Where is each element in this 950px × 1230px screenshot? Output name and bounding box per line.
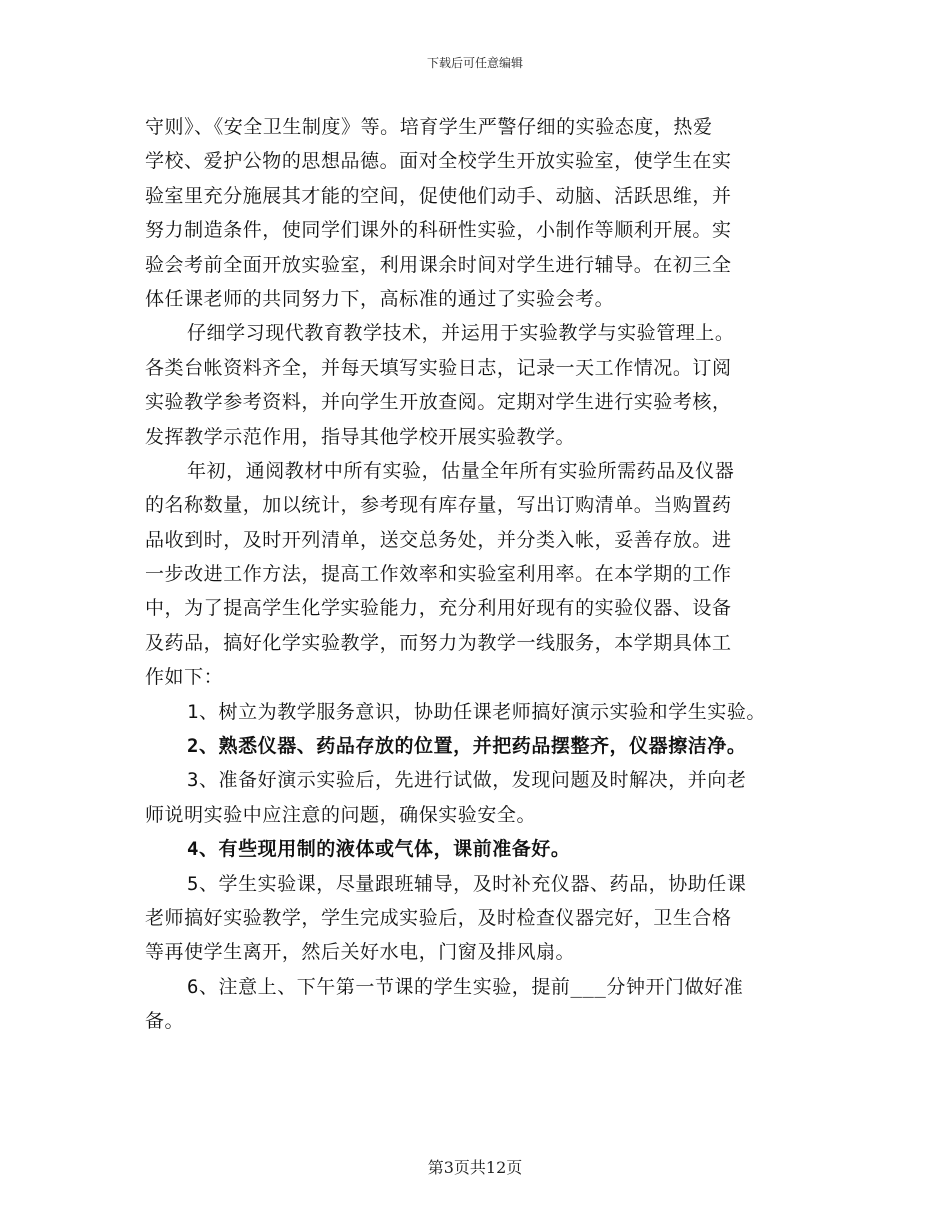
text-line: 作如下： <box>145 666 224 689</box>
text-line: 师说明实验中应注意的问题，确保实验安全。 <box>145 803 537 826</box>
text-line: 中，为了提高学生化学实验能力，充分利用好现有的实验仪器、设备 <box>145 597 732 620</box>
text-line: 努力制造条件，使同学们课外的科研性实验，小制作等顺利开展。实 <box>145 219 732 242</box>
text-line: 5、学生实验课，尽量跟班辅导，及时补充仪器、药品，协助任课 <box>187 872 747 895</box>
text-line: 老师搞好实验教学，学生完成实验后，及时检查仪器完好，卫生合格 <box>145 906 732 929</box>
document-body <box>145 110 835 1039</box>
text-line: 实验教学参考资料，并向学生开放查阅。定期对学生进行实验考核， <box>145 391 732 414</box>
text-line: 发挥教学示范作用，指导其他学校开展实验教学。 <box>145 425 576 448</box>
text-line: 1、树立为教学服务意识，协助任课老师搞好演示实验和学生实验。 <box>187 700 766 723</box>
page-number-footer: 第3页共12页 <box>427 1158 523 1177</box>
text-line: 品收到时，及时开列清单，送交总务处，并分类入帐，妥善存放。进 <box>145 528 732 551</box>
text-line: 4、有些现用制的液体或气体，课前准备好。 <box>187 838 571 861</box>
text-line: 守则》、《安全卫生制度》等。培育学生严警仔细的实验态度，热爱 <box>145 116 713 138</box>
text-line: 等再使学生离开，然后关好水电，门窗及排风扇。 <box>145 941 576 964</box>
text-line: 验室里充分施展其才能的空间，促使他们动手、动脑、活跃思维，并 <box>145 184 732 207</box>
text-line: 2、熟悉仪器、药品存放的位置，并把药品摆整齐，仪器擦洁净。 <box>187 735 747 758</box>
text-line: 验会考前全面开放实验室，利用课余时间对学生进行辅导。在初三全 <box>145 253 732 276</box>
text-line: 备。 <box>145 1010 185 1033</box>
text-line: 一步改进工作方法，提高工作效率和实验室利用率。在本学期的工作 <box>145 563 732 586</box>
text-line: 体任课老师的共同努力下，高标准的通过了实验会考。 <box>145 287 615 310</box>
text-line: 及药品，搞好化学实验教学，而努力为教学一线服务，本学期具体工 <box>145 631 732 654</box>
text-line: 学校、爱护公物的思想品德。面对全校学生开放实验室，使学生在实 <box>145 150 732 173</box>
text-line: 各类台帐资料齐全，并每天填写实验日志，记录一天工作情况。订阅 <box>145 356 732 379</box>
text-line: 的名称数量，加以统计，参考现有库存量，写出订购清单。当购置药 <box>145 494 732 517</box>
text-line: 仔细学习现代教育教学技术，并运用于实验教学与实验管理上。 <box>187 322 735 345</box>
text-line: 年初，通阅教材中所有实验，估量全年所有实验所需药品及仪器 <box>187 459 735 482</box>
text-line: 6、注意上、下午第一节课的学生实验，提前___分钟开门做好准 <box>187 975 744 998</box>
page-header: 下载后可任意编辑 <box>426 56 523 70</box>
text-line: 3、准备好演示实验后，先进行试做，发现问题及时解决，并向老 <box>187 769 747 792</box>
